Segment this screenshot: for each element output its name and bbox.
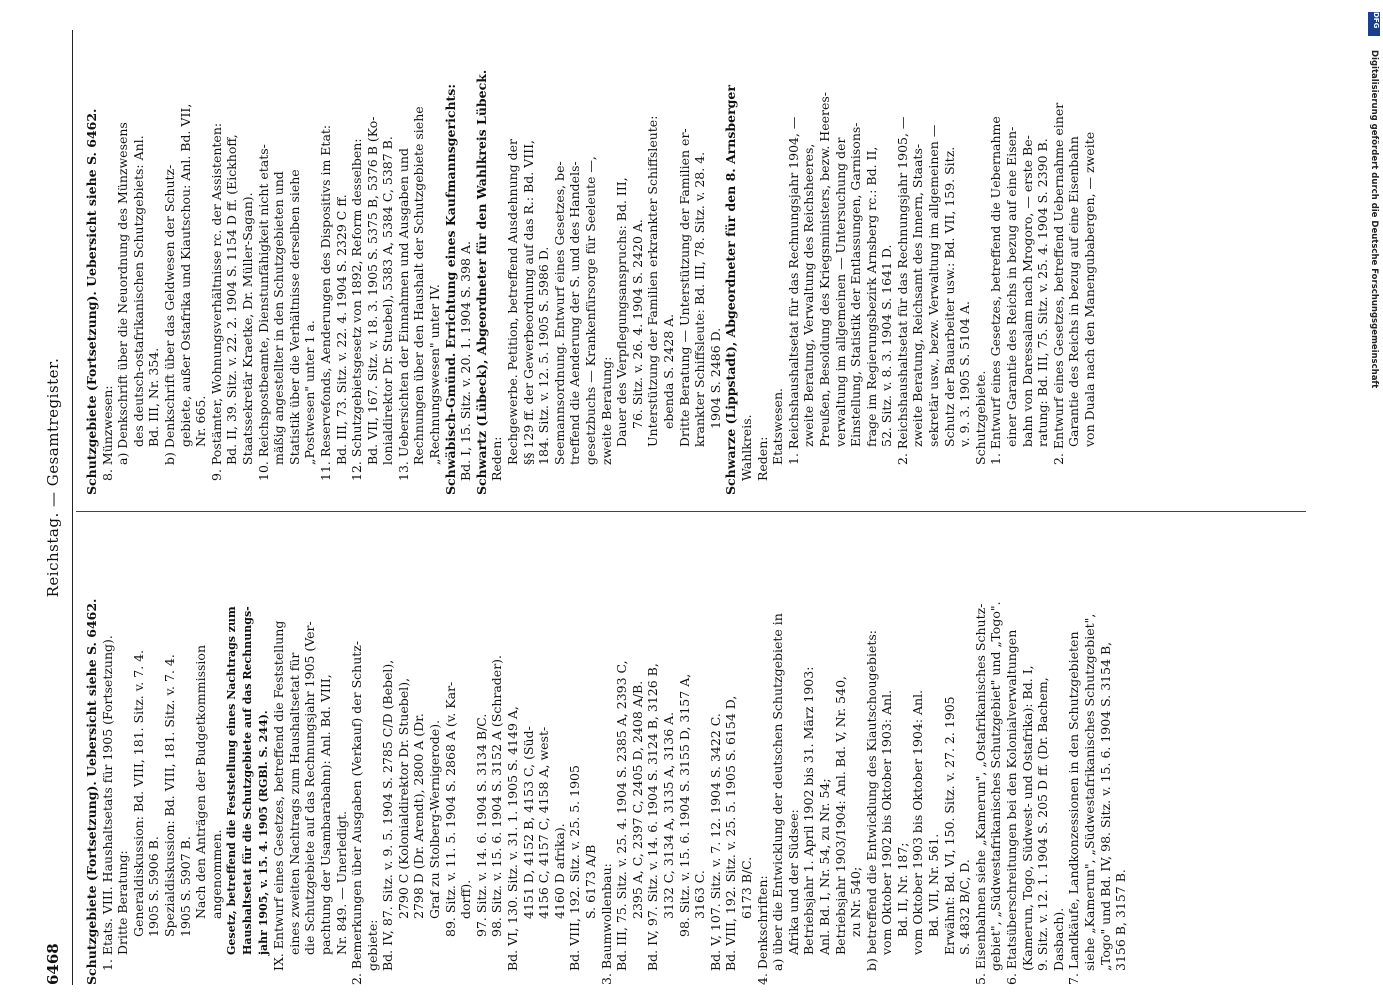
text-line: „Postwesen" unter 1 a.	[302, 320, 318, 465]
text-line: 9. Postämter, Wohnungsverhältnisse rc. der Assistenten:	[208, 122, 224, 481]
text-line: Statistik über die Verhältnisse derselben siehe	[286, 169, 302, 465]
text-line: des deutsch-ostafrikanischen Schutzgebiets: Anl.	[130, 135, 146, 447]
text-line: Reden:	[489, 436, 505, 481]
text-line: 2. Entwurf eines Gesetzes, betreffend Uebernahme einer	[1050, 102, 1066, 465]
text-line: Bd. VIII, 192. Sitz. v. 25. 5. 1905	[567, 765, 583, 971]
text-line: 5. Eisenbahnen siehe „Kamerun", „Ostafrikanisches Schutz-	[972, 603, 988, 985]
text-line: vom Oktober 1902 bis Oktober 1903: Anl.	[879, 689, 895, 955]
text-line: Dritte Beratung — Unterstützung der Familien er-	[676, 128, 692, 447]
text-line: v. 9. 3. 1905 S. 5104 A.	[957, 301, 973, 447]
text-line: Bd. II, 39. Sitz. v. 22. 2. 1904 S. 1154 D ff. (Eickhoff,	[224, 134, 240, 465]
text-line: 1905 S. 5907 B.	[177, 836, 193, 937]
text-line: Seemannsordnung. Entwurf eines Gesetzes, be-	[551, 161, 567, 465]
text-line: Haushaltsetat für die Schutzgebiete auf das Rechnungs-	[240, 606, 254, 955]
text-line: 7. Landkäufe, Landkonzessionen in den Schutzgebieten	[1066, 631, 1082, 985]
text-line: 98. Sitz. v. 15. 6. 1904 S. 3155 D, 3157 A,	[676, 673, 692, 937]
text-line: Bd. II, Nr. 187;	[894, 842, 910, 937]
text-line: a) über die Entwicklung der deutschen Schutzgebiete in	[770, 613, 786, 971]
text-line: 4156 C, 4157 C, 4158 A, west-	[536, 726, 552, 919]
text-line: Betriebsjahr 1903/1904: Anl. Bd. V, Nr. 540,	[832, 675, 848, 955]
text-line: Bd. VII, Nr. 561.	[926, 833, 942, 937]
text-line: Spezialdiskussion: Bd. VIII, 181. Sitz. v. 7. 4.	[161, 654, 177, 937]
text-line: Anl. Bd. I, Nr. 54, zu Nr. 54;	[816, 778, 832, 955]
text-line: (Kamerun, Togo, Südwest- und Ostafrika): Bd. I,	[1019, 665, 1035, 971]
text-line: 6. Etatsüberschreitungen bei den Kolonialverwaltungen	[1004, 629, 1020, 985]
text-line: zweite Beratung:	[598, 356, 614, 465]
text-line: 9. Sitz. v. 12. 1. 1904 S. 205 D ff. (Dr. Bachem,	[1035, 677, 1051, 971]
text-line: krankter Schiffsleute: Bd. III, 78. Sitz. v. 28. 4.	[692, 151, 708, 447]
text-line: gesetzbuchs — Krankenfürsorge für Seeleute —,	[583, 156, 598, 465]
text-line: 89. Sitz. v. 11. 5. 1904 S. 2868 A (v. Kar-	[442, 681, 458, 937]
text-line: Bd. VIII, 192. Sitz. v. 25. 5. 1905 S. 6154 D,	[723, 695, 739, 971]
text-line: frage im Regierungsbezirk Arnsberg rc.: Bd. II,	[863, 146, 879, 447]
text-line: 1. Reichshaushaltsetat für das Rechnungsjahr 1904, —	[785, 116, 801, 465]
text-line: 13. Uebersichten der Einnahmen und Ausgaben und	[395, 148, 411, 481]
text-line: eines zweiten Nachtrags zum Haushaltsetat für	[286, 652, 302, 955]
text-line: 76. Sitz. v. 26. 4. 1904 S. 2420 A.	[629, 219, 645, 429]
text-line: 12. Schutzgebietsgesetz von 1892, Reform desselben:	[349, 138, 365, 481]
text-line: Generaldiskussion: Bd. VIII, 181. Sitz. v. 7. 4.	[130, 649, 146, 937]
text-line: Preußen, Besoldung des Kriegsministers, bezw. Heeres-	[816, 91, 832, 447]
text-line: 2790 C (Kolonialdirektor Dr. Stuebel),	[395, 677, 411, 919]
text-line: Nr. 849. — Unerledigt.	[333, 810, 349, 955]
text-line: dorff).	[458, 879, 474, 919]
text-line: Erwähnt: Bd. VI, 150. Sitz. v. 27. 2. 1905	[941, 696, 957, 955]
text-line: die Schutzgebiete auf das Rechnungsjahr 1905 (Ver-	[302, 621, 318, 955]
text-line: S. 4832 B/C, D.	[957, 859, 973, 955]
text-line: 2395 A, C, 2397 C, 2405 D, 2408 A/B.	[629, 680, 645, 919]
text-line: Unterstützung der Familien erkrankter Schiffsleute:	[645, 115, 661, 447]
text-line: verwaltung im allgemeinen — Untersuchung der	[832, 137, 848, 447]
text-line: 2. Reichshaushaltsetat für das Rechnungsjahr 1905, —	[894, 116, 910, 465]
page-number: 6468	[44, 943, 62, 985]
text-line: „Rechnungswesen" unter IV.	[427, 284, 443, 465]
text-line: 6173 B/C.	[738, 856, 754, 919]
text-line: zweite Beratung, Reichsamt des Innern, Staats-	[910, 143, 926, 447]
text-line: angenommen.	[208, 829, 224, 919]
text-line: 8. Münzwesen:	[99, 385, 115, 481]
text-line: Bd. III, Nr. 354.	[146, 347, 162, 447]
text-line: 4151 D, 4152 B, 4153 C, (Süd-	[520, 726, 536, 919]
text-line: 4. Denkschriften:	[754, 875, 770, 985]
text-line: Einstellung, Statistik der Entlassungen, Garnisons-	[848, 122, 864, 447]
text-line: Nach den Anträgen der Budgetkommission	[193, 644, 209, 919]
text-line: 1904 S. 2486 D.	[707, 327, 723, 429]
text-line: 3. Baumwollenbau:	[598, 863, 614, 985]
text-line: Bd. V, 107. Sitz. v. 7. 12. 1904 S. 3422 C.	[707, 713, 723, 971]
text-line: Gesetz, betreffend die Feststellung eines Nachtrags zum	[225, 606, 239, 955]
text-line: Schutzgebiete (Fortsetzung). Uebersicht siehe S. 6462.	[84, 598, 99, 985]
text-line: Bd. III, 75. Sitz. v. 25. 4. 1904 S. 2385 A, 2393 C,	[614, 660, 630, 971]
text-line: b) Denkschrift über das Geldwesen der Schutz-	[161, 164, 177, 465]
text-line: 98. Sitz. v. 15. 6. 1904 S. 3152 A (Schrader).	[489, 654, 505, 937]
text-line: 4160 D afrika).	[551, 823, 567, 919]
text-line: 3163 C.	[692, 870, 708, 919]
text-line: Bd. I, 15. Sitz. v. 20. 1. 1904 S. 398 A.	[458, 241, 474, 481]
text-line: „Togo" und Bd. IV, 98. Sitz. v. 15. 6. 1904 S. 3154 B,	[1097, 641, 1113, 971]
digitization-credit	[1366, 10, 1380, 990]
text-line: 10. Reichspostbeamte, Dienstunfähigkeit nicht etats-	[255, 144, 271, 481]
text-line: 1905 S. 5906 B.	[146, 836, 162, 937]
text-line: Dasbach).	[1050, 907, 1066, 971]
text-line: 2798 D (Dr. Arendt), 2800 A (Dr.	[411, 713, 427, 919]
text-line: gebiete:	[364, 919, 380, 971]
text-line: 3132 C, 3134 A, 3135 A, 3136 A.	[660, 711, 676, 919]
dfg-logo-text: DFG	[1372, 12, 1380, 29]
text-line: sekretär usw., bezw. Verwaltung im allgemeinen —	[926, 124, 942, 447]
text-line: Schwarze (Lippstadt), Abgeordneter für den 8. Arnsberger	[723, 85, 739, 495]
text-line: 184. Sitz. v. 12. 5. 1905 S. 5986 D.	[536, 246, 552, 465]
page-header	[36, 30, 62, 985]
text-line: 52. Sitz. v. 8. 3. 1904 S. 1641 D.	[879, 244, 895, 447]
rotated-content	[36, 30, 1336, 985]
text-line: Schutzgebiete.	[972, 370, 988, 465]
text-line: von Duala nach den Manengubabergen, — zweite	[1082, 131, 1097, 447]
text-line: mäßig angestellter in den Schutzgebieten und	[271, 171, 287, 465]
text-line: Schutz der Bauarbeiter usw.: Bd. VII, 159. Sitz.	[941, 146, 957, 447]
text-line: ebenda S. 2428 A.	[660, 313, 676, 429]
text-line: bahn von Daressalam nach Mrogoro, — erste Be-	[1019, 135, 1035, 447]
text-line: Dauer des Verpflegungsanspruchs: Bd. III,	[614, 177, 630, 447]
text-line: einer Garantie des Reichs in bezug auf eine Eisen-	[1004, 126, 1020, 447]
running-title: Reichstag. — Gesamtregister.	[44, 357, 62, 598]
text-line: ratung: Bd. III, 75. Sitz. v. 25. 4. 1904 S. 2390 B.	[1035, 138, 1051, 447]
text-line: Dritte Beratung:	[115, 850, 131, 955]
text-line: Staatssekretär Kraetke, Dr. Müller-Sagan).	[239, 192, 255, 465]
text-line: lonialdirektor Dr. Stuebel), 5383 A, 5384 C, 5387 B.	[380, 136, 396, 465]
text-line: Schutzgebiete (Fortsetzung). Uebersicht siehe S. 6462.	[84, 108, 99, 495]
text-line: Betriebsjahr 1. April 1902 bis 31. März 1903:	[801, 666, 817, 955]
text-line: a) Denkschrift über die Neuordnung des Münzwesens	[115, 122, 131, 465]
text-line: Rechnungen über den Haushalt der Schutzgebiete siehe	[411, 106, 427, 465]
text-line: Garantie des Reichs in bezug auf eine Eisenbahn	[1066, 136, 1082, 447]
text-line: Schwäbisch-Gmünd. Errichtung eines Kaufmannsgerichts:	[442, 84, 458, 495]
text-line: zweite Beratung, Verwaltung des Reichsheeres,	[801, 143, 817, 447]
right-column	[84, 35, 1098, 495]
header-rule	[72, 30, 73, 985]
text-line: 97. Sitz. v. 14. 6. 1904 S. 3134 B/C.	[473, 713, 489, 937]
text-line: 2. Bemerkungen über Ausgaben (Verkauf) der Schutz-	[349, 640, 365, 985]
text-line: treffend die Aenderung der S. und des Handels-	[567, 161, 583, 465]
text-line: vom Oktober 1903 bis Oktober 1904: Anl.	[910, 689, 926, 955]
text-line: §§ 129 ff. der Gewerbeordnung auf das R.: Bd. VIII,	[520, 140, 536, 465]
text-line: Bd. IV, 97. Sitz. v. 14. 6. 1904 S. 3124 B, 3126 B,	[645, 663, 661, 971]
text-line: S. 6173 A/B	[583, 844, 598, 919]
text-line: 11. Reservefonds, Aenderungen des Dispositivs im Etat:	[317, 124, 333, 481]
text-line: b) betreffend die Entwicklung des Kiautschougebiets:	[863, 629, 879, 971]
text-line: Bd. IV, 87. Sitz. v. 9. 5. 1904 S. 2785 C/D (Bebel),	[380, 659, 396, 971]
text-line: gebiet", „Südwestafrikanisches Schutzgebiet" und „Togo".	[988, 601, 1004, 971]
text-line: Etatswesen.	[770, 388, 786, 465]
text-line: siehe „Kamerun", „Südwestafrikanisches Schutzgebiet",	[1082, 613, 1097, 971]
text-line: Nr. 665.	[193, 395, 209, 447]
text-line: 1. Etats. VIII. Haushaltsetats für 1905 (Fortsetzung).	[99, 635, 115, 971]
text-line: Schwartz (Lübeck), Abgeordneter für den Wahlkreis Lübeck.	[473, 69, 489, 495]
text-line: 3156 B, 3157 B.	[1113, 869, 1129, 971]
column-divider	[76, 511, 1306, 512]
text-line: Reden:	[754, 436, 770, 481]
text-line: zu Nr. 540;	[848, 866, 864, 937]
left-column	[84, 535, 1129, 985]
text-line: Wahlkreis.	[738, 414, 754, 481]
text-line: Graf zu Stolberg-Wernigerode).	[427, 719, 443, 919]
credit-text: Digitalisierung gefördert durch die Deutsche Forschungsgemeinschaft	[1369, 50, 1379, 389]
text-line: gebiete, außer Ostafrika und Kiautschou: Anl. Bd. VII,	[177, 103, 193, 447]
text-line: Bd. VI, 130. Sitz. v. 31. 1. 1905 S. 4149 A,	[505, 706, 521, 971]
text-line: 1. Entwurf eines Gesetzes, betreffend die Uebernahme	[988, 116, 1004, 465]
text-line: jahr 1905, v. 15. 4. 1905 (RGBl. S. 244).	[256, 710, 270, 955]
text-line: pachtung der Usambarabahn): Anl. Bd. VIII,	[317, 674, 333, 955]
text-line: Bd. VII, 167. Sitz. v. 18. 3. 1905 S. 5375 B, 5376 B (Ko-	[364, 116, 380, 465]
text-line: Afrika und der Südsee:	[785, 809, 801, 955]
text-line: IX. Entwurf eines Gesetzes, betreffend die Feststellung	[271, 620, 287, 971]
text-line: Bd. III, 73. Sitz. v. 22. 4. 1904 S. 2329 C ff.	[333, 194, 349, 465]
text-line: Rechgewerbe. Petition, betreffend Ausdehnung der	[505, 138, 521, 465]
